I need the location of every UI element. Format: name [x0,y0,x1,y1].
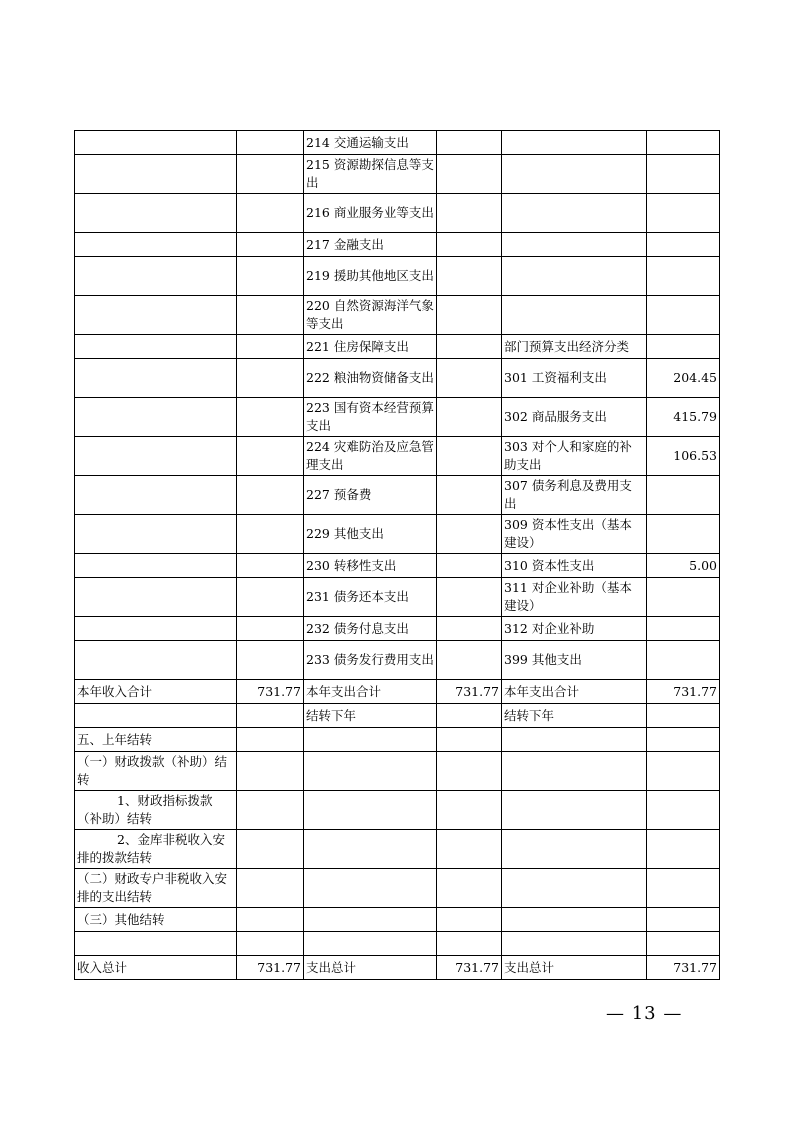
table-cell: 本年支出合计 [304,680,437,704]
table-cell [237,335,304,359]
table-cell [75,704,237,728]
table-cell: 219 援助其他地区支出 [304,257,437,296]
table-cell [647,233,720,257]
table-row [75,194,720,233]
table-cell [647,704,720,728]
table-cell [647,155,720,194]
table-cell: （三）其他结转 [75,908,237,932]
table-cell [75,476,237,515]
table-cell [237,932,304,956]
table-cell: 415.79 [647,398,720,437]
table-cell: 结转下年 [502,704,647,728]
table-cell: 307 债务利息及费用支出 [502,476,647,515]
table-row [75,830,720,869]
table-cell [647,869,720,908]
table-row [75,578,720,617]
table-cell [237,194,304,233]
table-cell [237,752,304,791]
table-cell [437,830,502,869]
table-cell [437,554,502,578]
table-cell [75,155,237,194]
table-row [75,641,720,680]
table-cell [437,257,502,296]
table-cell [437,155,502,194]
table-cell: 本年支出合计 [502,680,647,704]
table-cell: 731.77 [437,680,502,704]
table-cell [437,131,502,155]
table-cell [75,131,237,155]
table-cell [237,515,304,554]
table-cell [437,335,502,359]
table-row [75,296,720,335]
budget-table-body [75,131,720,980]
table-cell [437,476,502,515]
table-row [75,908,720,932]
table-cell [237,296,304,335]
table-cell: 220 自然资源海洋气象等支出 [304,296,437,335]
table-cell: 结转下年 [304,704,437,728]
table-cell: 224 灾难防治及应急管理支出 [304,437,437,476]
table-cell [647,578,720,617]
table-cell [437,515,502,554]
table-cell [437,437,502,476]
table-cell [502,830,647,869]
table-cell [237,830,304,869]
table-cell [647,476,720,515]
table-cell [237,791,304,830]
table-cell: 303 对个人和家庭的补助支出 [502,437,647,476]
table-cell [502,257,647,296]
table-cell: 217 金融支出 [304,233,437,257]
table-cell [647,257,720,296]
table-cell [237,641,304,680]
budget-table [74,130,720,980]
table-cell: 222 粮油物资储备支出 [304,359,437,398]
table-cell [75,641,237,680]
table-cell [237,554,304,578]
table-cell [647,131,720,155]
table-cell [237,704,304,728]
table-cell: 215 资源勘探信息等支出 [304,155,437,194]
table-cell [237,155,304,194]
table-cell [75,578,237,617]
table-cell [237,359,304,398]
table-row [75,233,720,257]
table-cell: 231 债务还本支出 [304,578,437,617]
table-row [75,515,720,554]
table-cell [502,194,647,233]
table-cell [502,869,647,908]
table-row [75,437,720,476]
table-cell: 五、上年结转 [75,728,237,752]
table-cell [437,704,502,728]
table-cell [437,869,502,908]
table-cell [437,791,502,830]
table-row [75,476,720,515]
table-cell [237,908,304,932]
table-cell [304,932,437,956]
table-cell: 731.77 [437,956,502,980]
table-cell: 731.77 [237,680,304,704]
table-cell [647,932,720,956]
table-cell: 301 工资福利支出 [502,359,647,398]
table-row [75,752,720,791]
table-cell: 731.77 [237,956,304,980]
table-cell [75,335,237,359]
table-cell [502,296,647,335]
table-cell: 216 商业服务业等支出 [304,194,437,233]
table-cell: 302 商品服务支出 [502,398,647,437]
table-row [75,257,720,296]
table-cell [75,233,237,257]
table-row [75,131,720,155]
table-cell: 731.77 [647,680,720,704]
table-cell: 312 对企业补助 [502,617,647,641]
table-cell: 214 交通运输支出 [304,131,437,155]
table-cell [647,641,720,680]
table-cell [437,233,502,257]
table-cell [304,752,437,791]
table-cell [437,932,502,956]
table-cell [647,194,720,233]
table-cell [75,194,237,233]
table-cell: 227 预备费 [304,476,437,515]
table-cell: 收入总计 [75,956,237,980]
table-cell [437,908,502,932]
table-cell [237,131,304,155]
table-row [75,932,720,956]
table-cell [647,335,720,359]
table-cell [237,437,304,476]
table-cell [437,296,502,335]
table-cell: 支出总计 [502,956,647,980]
table-cell [502,728,647,752]
table-cell [237,257,304,296]
table-cell [75,398,237,437]
table-cell [647,515,720,554]
table-cell [437,398,502,437]
table-cell [237,476,304,515]
table-row [75,869,720,908]
table-cell [75,296,237,335]
table-cell: 本年收入合计 [75,680,237,704]
table-cell [75,437,237,476]
table-cell [437,641,502,680]
table-cell [75,554,237,578]
table-cell: 310 资本性支出 [502,554,647,578]
table-cell: 399 其他支出 [502,641,647,680]
table-cell: 229 其他支出 [304,515,437,554]
table-cell: 1、财政指标拨款（补助）结转 [75,791,237,830]
table-cell [647,296,720,335]
table-cell [502,752,647,791]
table-cell: 221 住房保障支出 [304,335,437,359]
table-cell: 106.53 [647,437,720,476]
table-cell [502,932,647,956]
table-cell: 232 债务付息支出 [304,617,437,641]
table-cell [647,908,720,932]
table-cell [502,233,647,257]
table-cell [502,791,647,830]
table-cell [237,728,304,752]
table-cell: 支出总计 [304,956,437,980]
table-row [75,680,720,704]
table-cell: 731.77 [647,956,720,980]
table-cell [237,233,304,257]
table-cell [437,194,502,233]
table-row [75,335,720,359]
table-cell [647,830,720,869]
table-cell [502,131,647,155]
table-cell [75,932,237,956]
table-cell [437,752,502,791]
table-cell [437,617,502,641]
table-cell: 2、金库非税收入安排的拨款结转 [75,830,237,869]
table-cell [304,869,437,908]
table-cell: （一）财政拨款（补助）结转 [75,752,237,791]
table-row [75,398,720,437]
table-cell [437,578,502,617]
table-cell [75,515,237,554]
page-number: — 13 — [606,1003,683,1024]
table-cell [502,155,647,194]
table-cell: （二）财政专户非税收入安排的支出结转 [75,869,237,908]
table-row [75,155,720,194]
table-cell [304,830,437,869]
table-cell: 204.45 [647,359,720,398]
table-cell [437,359,502,398]
table-cell: 223 国有资本经营预算支出 [304,398,437,437]
table-row [75,956,720,980]
table-cell [237,869,304,908]
table-cell [75,257,237,296]
table-cell [75,359,237,398]
table-cell [647,752,720,791]
table-cell: 部门预算支出经济分类 [502,335,647,359]
table-row [75,791,720,830]
table-cell [237,617,304,641]
table-row [75,728,720,752]
table-cell [647,617,720,641]
table-cell [304,791,437,830]
table-cell [304,908,437,932]
table-cell [75,617,237,641]
table-cell [647,791,720,830]
table-row [75,617,720,641]
table-row [75,554,720,578]
table-cell: 230 转移性支出 [304,554,437,578]
table-row [75,359,720,398]
table-cell [304,728,437,752]
table-cell [647,728,720,752]
table-cell: 311 对企业补助（基本建设） [502,578,647,617]
table-row [75,704,720,728]
table-cell: 309 资本性支出（基本建设） [502,515,647,554]
table-cell [237,578,304,617]
table-cell: 5.00 [647,554,720,578]
table-cell [502,908,647,932]
table-cell [237,398,304,437]
table-cell [437,728,502,752]
table-cell: 233 债务发行费用支出 [304,641,437,680]
